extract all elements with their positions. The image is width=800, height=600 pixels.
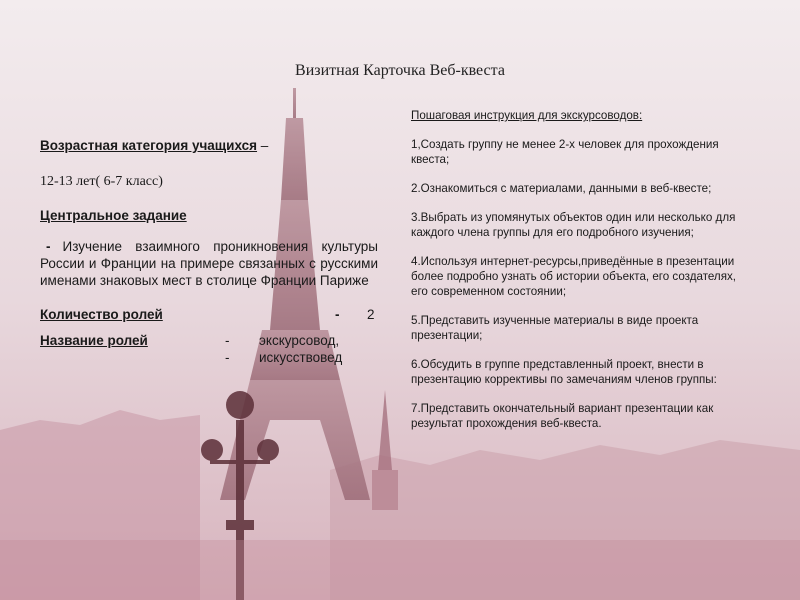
age-category-value: 12-13 лет( 6-7 класс) bbox=[40, 174, 163, 189]
instruction-step-5: 5.Представить изученные материалы в виде проекта презентации; bbox=[411, 314, 699, 342]
instruction-step-7: 7.Представить окончательный вариант презентации как результат прохождения веб-квеста. bbox=[411, 402, 714, 430]
roles-names-block bbox=[40, 332, 378, 366]
instruction-step-4: 4.Используя интернет-ресурсы,приведённые в презентации более подробно узнать об истории объекта, его создателях, его современном состоянии; bbox=[411, 255, 736, 298]
role-name-2: искусствовед bbox=[259, 350, 343, 365]
roles-names-label: Название ролей bbox=[40, 333, 148, 348]
instruction-step-1: 1,Создать группу не менее 2-х человек для прохождения квеста; bbox=[411, 138, 719, 166]
central-task-paragraph bbox=[40, 238, 378, 289]
roles-count-dash: - bbox=[335, 307, 340, 322]
instructions-heading: Пошаговая инструкция для экскурсоводов: bbox=[411, 109, 643, 122]
roles-count-value: 2 bbox=[367, 307, 375, 322]
quest-card-left bbox=[40, 137, 378, 366]
central-task-dash: - bbox=[46, 239, 51, 254]
instruction-step-3: 3.Выбрать из упомянутых объектов один или несколько для каждого члена группы для его подробного изучения; bbox=[411, 211, 736, 239]
age-category-line bbox=[40, 137, 378, 154]
age-category-label: Возрастная категория учащихся bbox=[40, 138, 258, 153]
role-name-1: экскурсовод, bbox=[259, 333, 340, 348]
instructions-panel bbox=[411, 108, 751, 431]
instruction-step-2: 2.Ознакомиться с материалами, данными в веб-квесте; bbox=[411, 182, 712, 195]
instruction-step-6: 6.Обсудить в группе представленный проект, внести в презентацию коррективы по замечаниям членов группы: bbox=[411, 358, 717, 386]
age-category-dash: – bbox=[257, 138, 269, 153]
role-dash-1: - bbox=[225, 333, 230, 348]
central-task-label: Центральное задание bbox=[40, 208, 187, 223]
central-task-text: Изучение взаимного проникновения культуры России и Франции на примере связанных с русскими именами знаковых мест в столице Франции Париже bbox=[40, 239, 378, 288]
page-title: Визитная Карточка Веб-квеста bbox=[295, 62, 505, 79]
roles-count-label: Количество ролей bbox=[40, 307, 163, 322]
role-dash-2: - bbox=[225, 350, 230, 365]
roles-count-line bbox=[40, 306, 378, 323]
